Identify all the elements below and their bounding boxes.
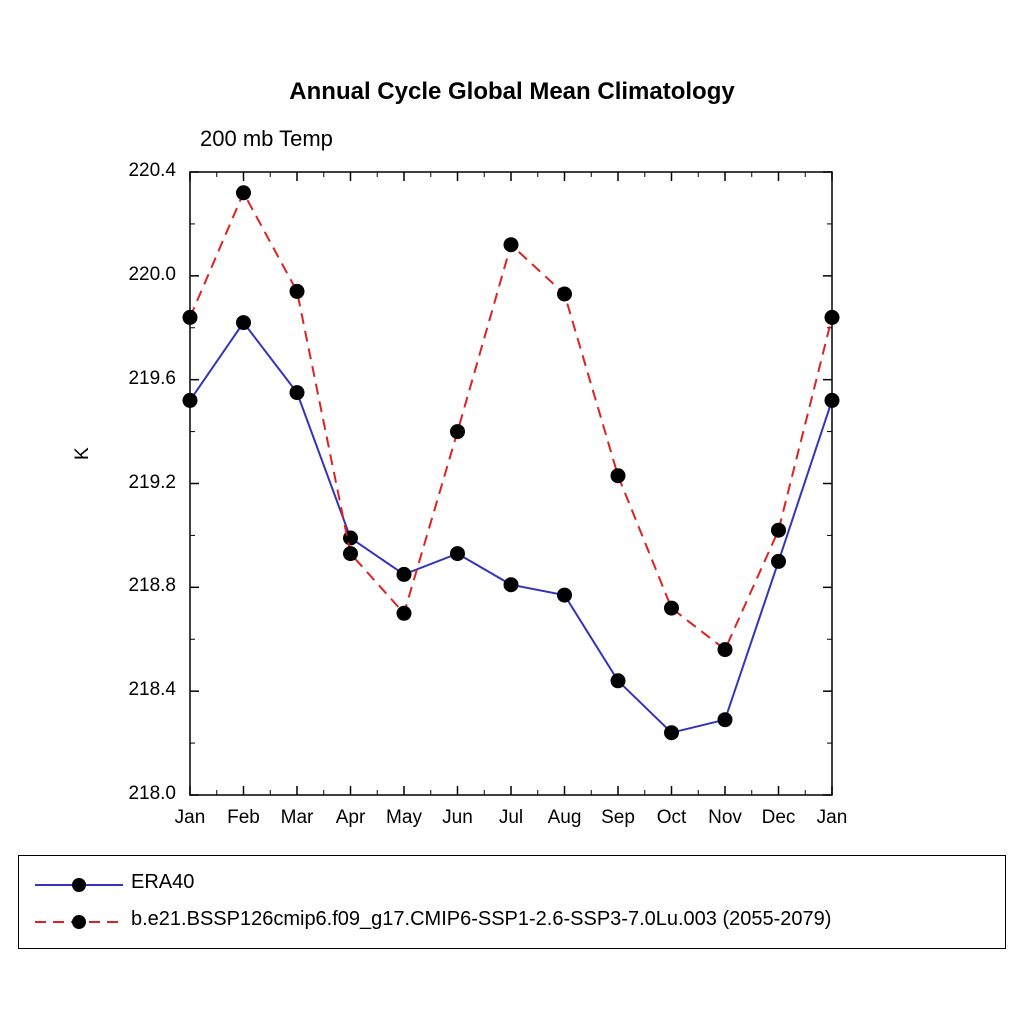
x-tick-label: Mar [280, 807, 314, 828]
data-point-marker [557, 588, 572, 603]
data-point-marker [557, 287, 572, 302]
y-tick-label: 220.4 [128, 160, 176, 181]
data-point-marker [290, 284, 305, 299]
chart-subtitle: 200 mb Temp [200, 126, 333, 151]
x-tick-label: Nov [708, 807, 742, 828]
data-point-marker [183, 393, 198, 408]
data-point-marker [236, 315, 251, 330]
x-tick-label: Jan [174, 807, 206, 828]
x-tick-label: Apr [335, 807, 366, 828]
data-point-marker [825, 310, 840, 325]
data-point-marker [718, 642, 733, 657]
data-point-marker [825, 393, 840, 408]
data-point-marker [611, 468, 626, 483]
chart-title: Annual Cycle Global Mean Climatology [289, 78, 735, 105]
x-tick-label: Dec [761, 807, 796, 828]
series-line-0 [190, 323, 832, 733]
data-point-marker [718, 712, 733, 727]
legend [18, 855, 1006, 949]
legend-label-0: ERA40 [131, 871, 195, 893]
x-tick-label: Sep [601, 807, 635, 828]
data-point-marker [664, 725, 679, 740]
x-tick-label: Aug [547, 807, 582, 828]
data-point-marker [183, 310, 198, 325]
data-point-marker [236, 185, 251, 200]
data-point-marker [771, 523, 786, 538]
data-point-marker [611, 673, 626, 688]
x-tick-label: Oct [656, 807, 687, 828]
plot-frame [190, 172, 832, 795]
data-point-marker [290, 385, 305, 400]
y-tick-label: 219.6 [128, 367, 176, 389]
x-tick-label: May [386, 807, 422, 828]
y-axis-label: K [72, 447, 93, 460]
data-point-marker [664, 601, 679, 616]
x-tick-label: Jan [816, 807, 848, 828]
y-tick-label: 218.4 [128, 679, 176, 701]
legend-swatch-era40 [33, 865, 127, 905]
data-point-marker [397, 606, 412, 621]
x-tick-label: Jul [498, 807, 524, 828]
data-point-marker [343, 546, 358, 561]
data-point-marker [504, 237, 519, 252]
legend-item [19, 902, 1005, 942]
data-point-marker [450, 546, 465, 561]
y-tick-label: 220.0 [128, 263, 176, 285]
y-tick-label: 218.8 [128, 575, 176, 597]
x-tick-label: Feb [227, 807, 260, 828]
y-tick-label: 218.0 [128, 783, 176, 804]
data-point-marker [450, 424, 465, 439]
data-point-marker [771, 554, 786, 569]
y-tick-label: 219.2 [128, 471, 176, 493]
data-point-marker [397, 567, 412, 582]
data-point-marker [504, 577, 519, 592]
legend-swatch-model [33, 902, 127, 942]
legend-label-1: b.e21.BSSP126cmip6.f09_g17.CMIP6-SSP1-2.6-SSP3-7.0Lu.003 (2055-2079) [131, 908, 832, 930]
legend-item [19, 865, 1005, 905]
x-tick-label: Jun [442, 807, 473, 828]
